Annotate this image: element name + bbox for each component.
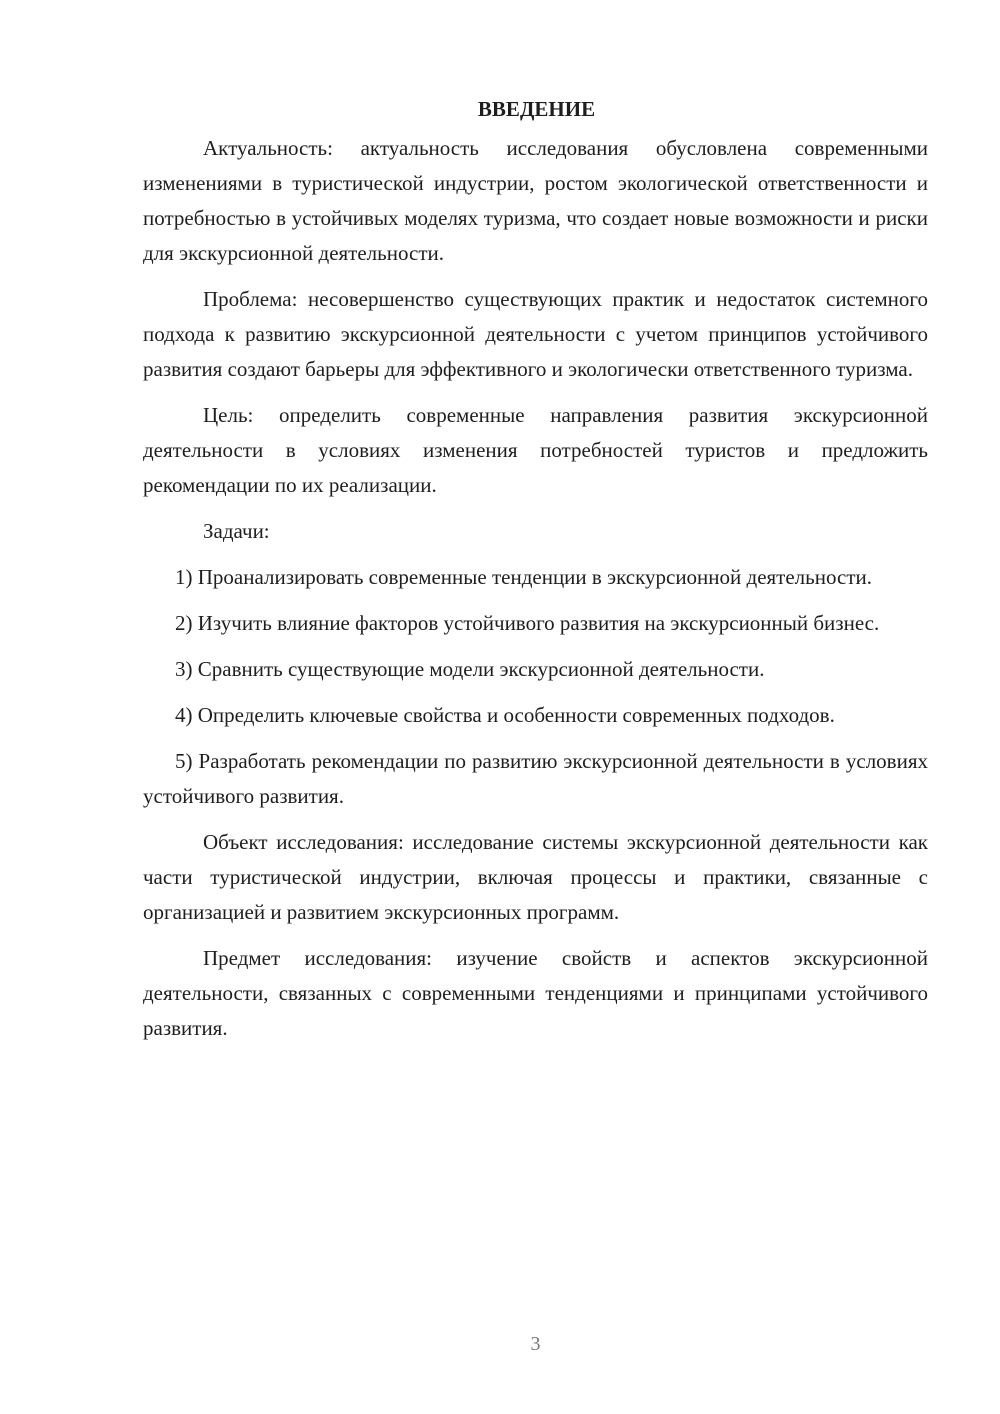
task-item: 5) Разработать рекомендации по развитию экскурсионной деятельности в условиях устойчивого развития.	[143, 749, 928, 808]
problem-paragraph: Проблема: несовершенство существующих практик и недостаток системного подхода к развитию экскурсионной деятельности с учетом принципов устойчивого развития создают барьеры для эффективного и экологически ответственного туризма.	[143, 287, 928, 381]
task-item: 2) Изучить влияние факторов устойчивого развития на экскурсионный бизнес.	[175, 611, 880, 635]
task-item: 4) Определить ключевые свойства и особенности современных подходов.	[175, 703, 835, 727]
document-page	[143, 92, 928, 1057]
page-title: ВВЕДЕНИЕ	[477, 97, 596, 121]
goal-paragraph: Цель: определить современные направления развития экскурсионной деятельности в условиях изменения потребностей туристов и предложить рекомендации по их реализации.	[143, 403, 928, 497]
task-item: 1) Проанализировать современные тенденции в экскурсионной деятельности.	[175, 565, 872, 589]
actuality-paragraph: Актуальность: актуальность исследования обусловлена современными изменениями в туристической индустрии, ростом экологической ответственности и потребностью в устойчивых моделях туризма, что создает новые возможности и риски для экскурсионной деятельности.	[143, 136, 928, 265]
object-paragraph: Объект исследования: исследование системы экскурсионной деятельности как части туристической индустрии, включая процессы и практики, связанные с организацией и развитием экскурсионных программ.	[143, 830, 928, 924]
page-number: 3	[530, 1333, 541, 1355]
task-item: 3) Сравнить существующие модели экскурсионной деятельности.	[175, 657, 765, 681]
subject-paragraph: Предмет исследования: изучение свойств и аспектов экскурсионной деятельности, связанных с современными тенденциями и принципами устойчивого развития.	[143, 946, 928, 1040]
tasks-heading: Задачи:	[203, 519, 270, 543]
